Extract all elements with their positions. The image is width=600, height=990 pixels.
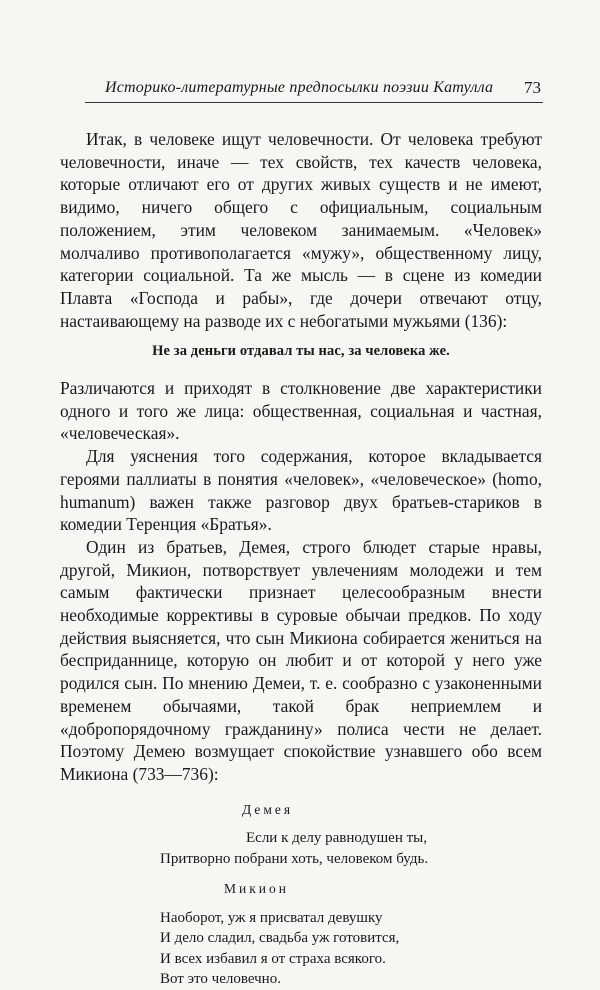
paragraph-1: Итак, в человеке ищут человечности. От человека требуют человечности, иначе — тех свойств, тех качеств человека, которые отличают его от других живых существ и не имеют, видимо, ничего общего с официальным, социальным положением, этим человеком занимаемым. «Человек» молчаливо противополагается «мужу», общественному лицу, категории социальной. Та же мысль — в сцене из комедии Плавта «Господа и рабы», где дочери отвечают отцу, настаивающему на разводе их с небогатыми мужьями (136): [60, 129, 542, 331]
verse-line: И дело сладил, свадьба уж готовится, [160, 930, 400, 947]
verse-line: Наоборот, уж я присватал девушку [160, 909, 383, 926]
dialogue-verse [60, 800, 542, 990]
verse-line: Если к делу равнодушен ты, [246, 830, 427, 847]
running-title: Историко-литературные предпосылки поэзии Катулла [105, 79, 494, 96]
body-text [60, 128, 542, 990]
verse-line: И всех избавил я от страха всякого. [160, 950, 386, 967]
page-number: 73 [524, 78, 541, 97]
paragraph-3: Для уяснения того содержания, которое вкладывается героями паллиаты в понятия «человек», «человеческое» (homo, humanum) важен также разговор двух братьев-стариков в комедии Теренция «Братья». [60, 446, 542, 535]
verse-line: Притворно побрани хоть, человеком будь. [160, 850, 429, 867]
speaker-micion: Микион [224, 881, 289, 897]
speaker-demea: Демея [242, 801, 294, 817]
verse-line: Вот это человечно. [160, 971, 281, 988]
paragraph-2: Различаются и приходят в столкновение две характеристики одного и того же лица: общественная, социальная и частная, «человеческая». [60, 378, 542, 444]
plautus-quote: Не за деньги отдавал ты нас, за человека же. [152, 343, 450, 360]
paragraph-4: Один из братьев, Демея, строго блюдет старые нравы, другой, Микион, потворствует увлечениям молодежи и тем самым фактически признает целесообразным внести необходимые коррективы в суровые обычаи предков. По ходу действия выясняется, что сын Микиона собирается жениться на бесприданнице, которую он любит и от которой у него уже родился сын. По мнению Демеи, т. е. сообразно с узаконенными временем обычаями, такой брак неприемлем и «добропорядочному гражданину» полиса чести не делает. Поэтому Демею возмущает спокойствие узнавшего обо всем Микиона (733—736): [60, 536, 542, 784]
running-header [85, 76, 543, 103]
